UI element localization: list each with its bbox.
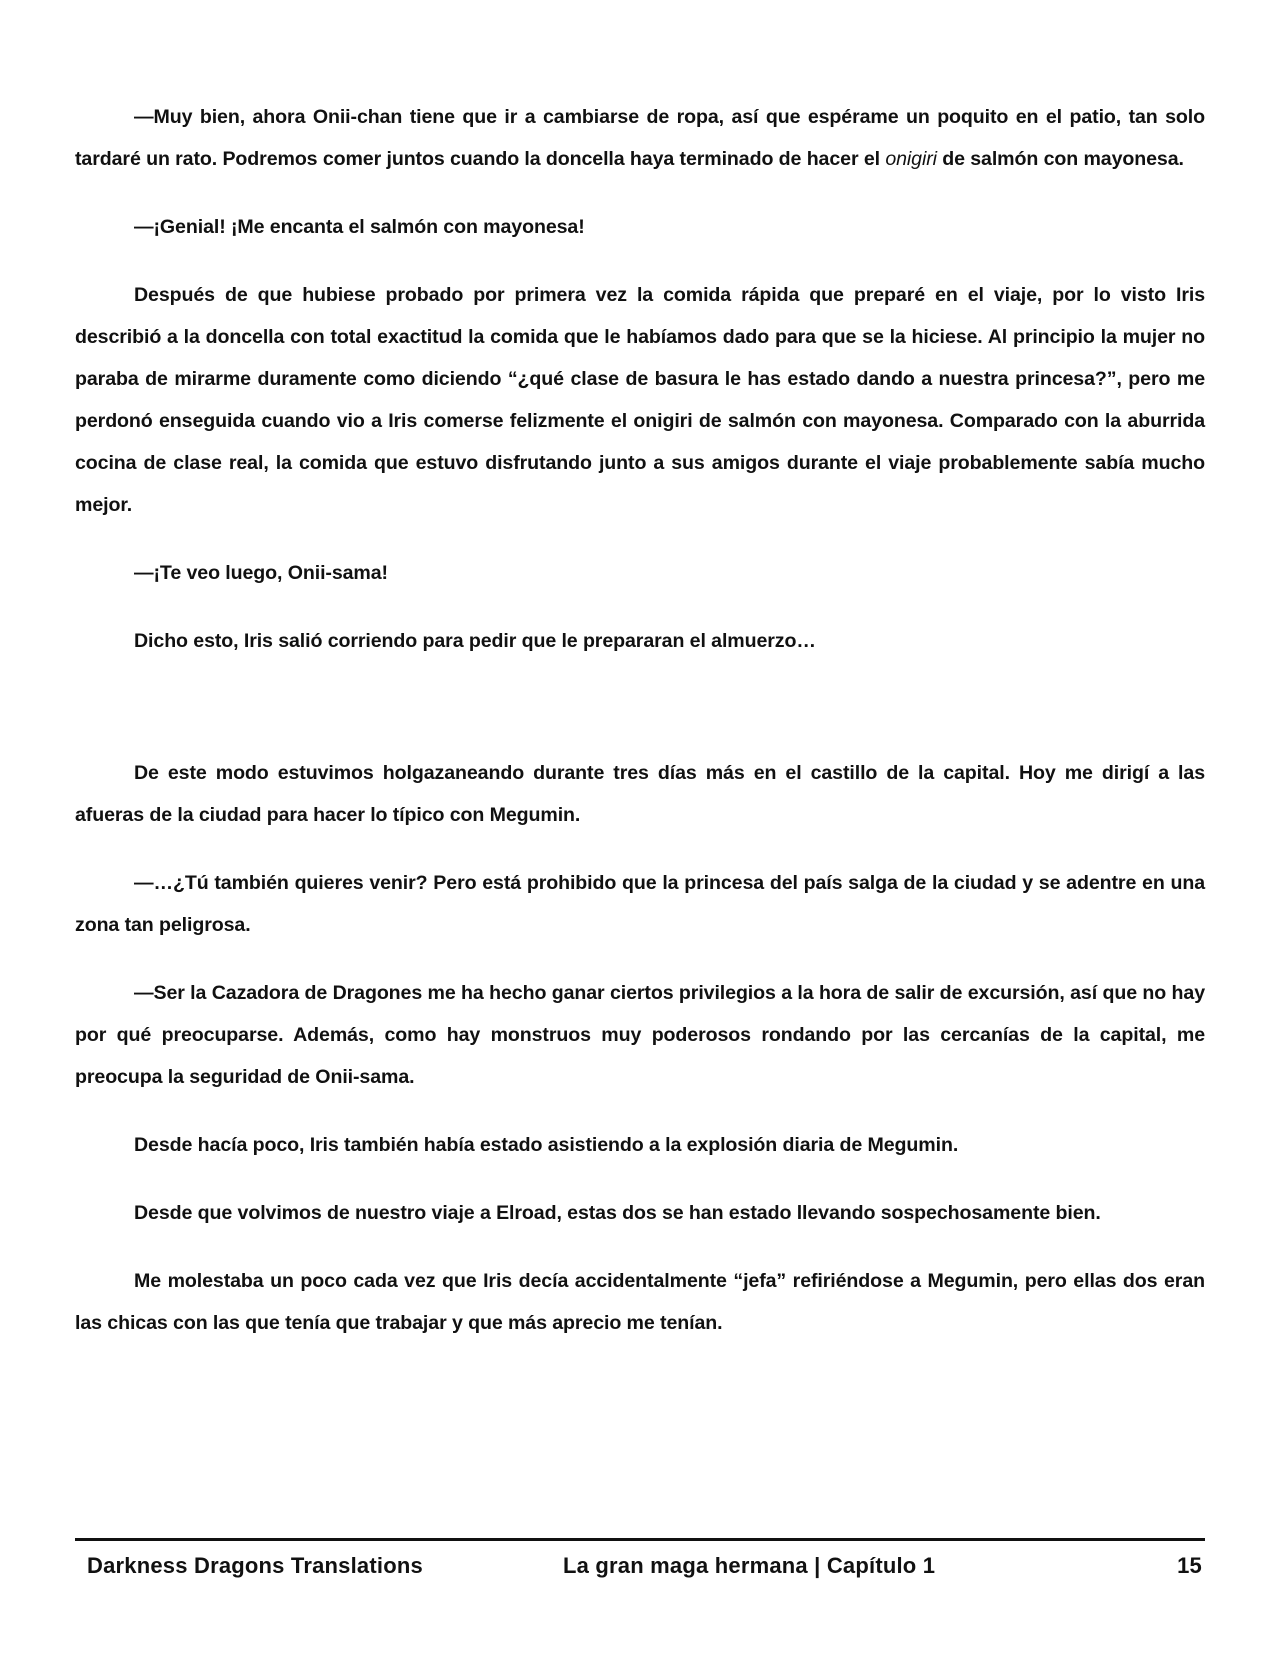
body-text	[75, 96, 1205, 1344]
paragraph-7: —…¿Tú también quieres venir? Pero está prohibido que la princesa del país salga de la ciudad y se adentre en una zona tan peligrosa.	[75, 872, 1205, 936]
paragraph-1	[75, 96, 1205, 180]
paragraph-9: Desde hacía poco, Iris también había estado asistiendo a la explosión diaria de Megumin.	[134, 1134, 959, 1156]
paragraph-5: Dicho esto, Iris salió corriendo para pedir que le prepararan el almuerzo…	[134, 630, 816, 652]
paragraph-10: Desde que volvimos de nuestro viaje a Elroad, estas dos se han estado llevando sospechosamente bien.	[134, 1202, 1101, 1224]
paragraph-1-end: de salmón con mayonesa.	[936, 148, 1184, 170]
paragraph-1-start: —Muy bien, ahora Onii-chan tiene que ir a cambiarse de ropa, así que espérame un poquito en el patio, tan solo tardaré un rato. Podremos comer juntos cuando la doncella haya terminado de hacer el	[75, 106, 1205, 170]
paragraph-1-italic-word: onigiri	[885, 148, 937, 170]
paragraph-3: Después de que hubiese probado por primera vez la comida rápida que preparé en el viaje, por lo visto Iris describió a la doncella con total exactitud la comida que le habíamos dado para que se la hiciese. Al principio la mujer no paraba de mirarme duramente como diciendo “¿qué clase de basura le has estado dando a nuestra princesa?”, pero me perdonó enseguida cuando vio a Iris comerse felizmente el onigiri de salmón con mayonesa. Comparado con la aburrida cocina de clase real, la comida que estuvo disfrutando junto a sus amigos durante el viaje probablemente sabía mucho mejor.	[75, 284, 1205, 516]
page-number: 15	[1177, 1553, 1202, 1578]
paragraph-6: De este modo estuvimos holgazaneando durante tres días más en el castillo de la capital. Hoy me dirigí a las afueras de la ciudad para hacer lo típico con Megumin.	[75, 762, 1205, 826]
paragraph-4: —¡Te veo luego, Onii-sama!	[134, 562, 388, 584]
paragraph-8: —Ser la Cazadora de Dragones me ha hecho ganar ciertos privilegios a la hora de salir de excursión, así que no hay por qué preocuparse. Además, como hay monstruos muy poderosos rondando por las cercanías de la capital, me preocupa la seguridad de Onii-sama.	[75, 982, 1205, 1088]
paragraph-2: —¡Genial! ¡Me encanta el salmón con mayonesa!	[134, 216, 585, 238]
footer-chapter-title: La gran maga hermana | Capítulo 1	[563, 1553, 936, 1578]
footer-divider	[75, 1538, 1205, 1541]
footer-translator-credit: Darkness Dragons Translations	[87, 1553, 423, 1578]
paragraph-11: Me molestaba un poco cada vez que Iris decía accidentalmente “jefa” refiriéndose a Megumin, pero ellas dos eran las chicas con las que tenía que trabajar y que más aprecio me tenían.	[75, 1270, 1205, 1334]
